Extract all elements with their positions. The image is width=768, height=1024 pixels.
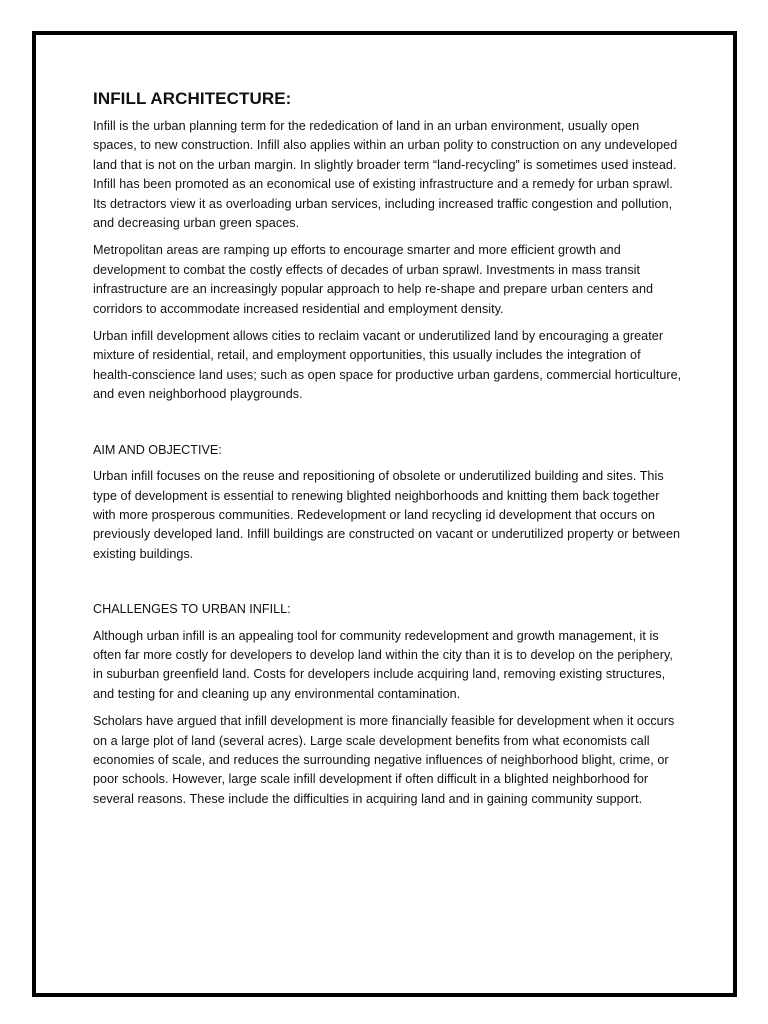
document-body bbox=[93, 89, 683, 817]
challenges-paragraph: Although urban infill is an appealing tool for community redevelopment and growth management, it is often far more costly for developers to develop land within the city than it is to develop on the periphery, in suburban greenfield land. Costs for developers include acquiring land, removing existing structures, and testing for and cleaning up any environmental contamination. bbox=[93, 628, 673, 701]
document-title: INFILL ARCHITECTURE: bbox=[93, 89, 292, 108]
section-heading-aim: AIM AND OBJECTIVE: bbox=[93, 442, 222, 457]
section-heading-challenges: CHALLENGES TO URBAN INFILL: bbox=[93, 602, 291, 617]
intro-paragraph: Urban infill development allows cities to reclaim vacant or underutilized land by encouraging a greater mixture of residential, retail, and employment opportunities, this usually includes the integration of health-conscience land uses; such as open space for productive urban gardens, commercial horticulture, and even neighborhood playgrounds. bbox=[93, 329, 682, 402]
aim-paragraph: Urban infill focuses on the reuse and repositioning of obsolete or underutilized building and sites. This type of development is essential to renewing blighted neighborhoods and knitting them back together with more prosperous communities. Redevelopment or land recycling id development that occurs on previously developed land. Infill buildings are constructed on vacant or underutilized property or between existing buildings. bbox=[93, 469, 681, 561]
challenges-paragraph: Scholars have argued that infill development is more financially feasible for development when it occurs on a large plot of land (several acres). Large scale development benefits from what economists call economies of scale, and reduces the surrounding negative influences of neighborhood blight, crime, or poor schools. However, large scale infill development if often difficult in a blighted neighborhood for several reasons. These include the difficulties in acquiring land and in gaining community support. bbox=[93, 714, 675, 806]
intro-paragraph: Infill is the urban planning term for the rededication of land in an urban environment, usually open spaces, to new construction. Infill also applies within an urban polity to construction on any undeveloped land that is not on the urban margin. In slightly broader term “land-recycling” is sometimes used instead. Infill has been promoted as an economical use of existing infrastructure and a remedy for urban sprawl. Its detractors view it as overloading urban services, including increased traffic congestion and pollution, and decreasing urban green spaces. bbox=[93, 119, 678, 231]
intro-paragraph: Metropolitan areas are ramping up efforts to encourage smarter and more efficient growth and development to combat the costly effects of decades of urban sprawl. Investments in mass transit infrastructure are an increasingly popular approach to help re-shape and prepare urban centers and corridors to accommodate increased residential and employment density. bbox=[93, 243, 654, 316]
